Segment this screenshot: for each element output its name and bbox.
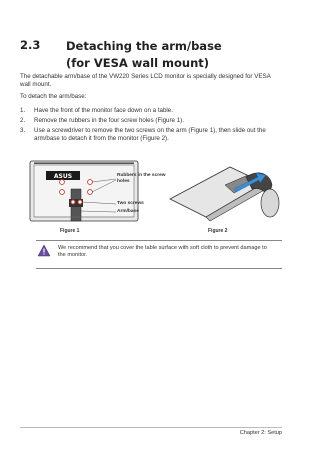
- step-text: Have the front of the monitor face down on a table.: [34, 107, 173, 114]
- step-text: Remove the rubbers in the four screw holes (Figure 1).: [34, 117, 184, 124]
- figures-illustration: [20, 159, 282, 229]
- step-text: Use a screwdriver to remove the two screws on the arm (Figure 1), then slide out the arm/base to detach it from the monitor (Figure 2).: [34, 127, 266, 143]
- callout-armbase: Arm/base: [117, 209, 139, 214]
- footer-chapter: Chapter 2: Setup: [239, 430, 282, 436]
- figure1-label: Figure 1: [60, 228, 80, 234]
- step-number: 1.: [20, 107, 26, 114]
- section-title-line1: Detaching the arm/base: [66, 39, 222, 53]
- callout-screws: Two screws: [117, 201, 144, 206]
- step-number: 3.: [20, 127, 26, 134]
- detach-heading: To detach the arm/base:: [20, 93, 87, 100]
- warning-triangle-icon: [37, 244, 51, 257]
- figure2-label: Figure 2: [208, 228, 228, 234]
- step-item: [20, 127, 282, 144]
- figure2-side-view: [170, 167, 279, 221]
- callout-rubbers: Rubbers in the screw holes: [117, 173, 166, 184]
- step-number: 2.: [20, 117, 26, 124]
- intro-paragraph: The detachable arm/base of the VW220 Series LCD monitor is specially designed for VESA wall mount.: [20, 73, 271, 89]
- note-top-rule: [36, 240, 282, 241]
- steps-list: [20, 107, 282, 145]
- step-item: [20, 117, 282, 125]
- note-bottom-rule: [36, 268, 282, 269]
- section-title-line2: (for VESA wall mount): [66, 56, 210, 70]
- section-number: 2.3: [20, 38, 41, 52]
- note-text: We recommend that you cover the table surface with soft cloth to prevent damage to the monitor.: [58, 245, 267, 259]
- footer-rule: [20, 427, 282, 428]
- section-title: [66, 38, 276, 72]
- step-item: [20, 107, 282, 115]
- asus-logo: ASUS: [53, 172, 73, 180]
